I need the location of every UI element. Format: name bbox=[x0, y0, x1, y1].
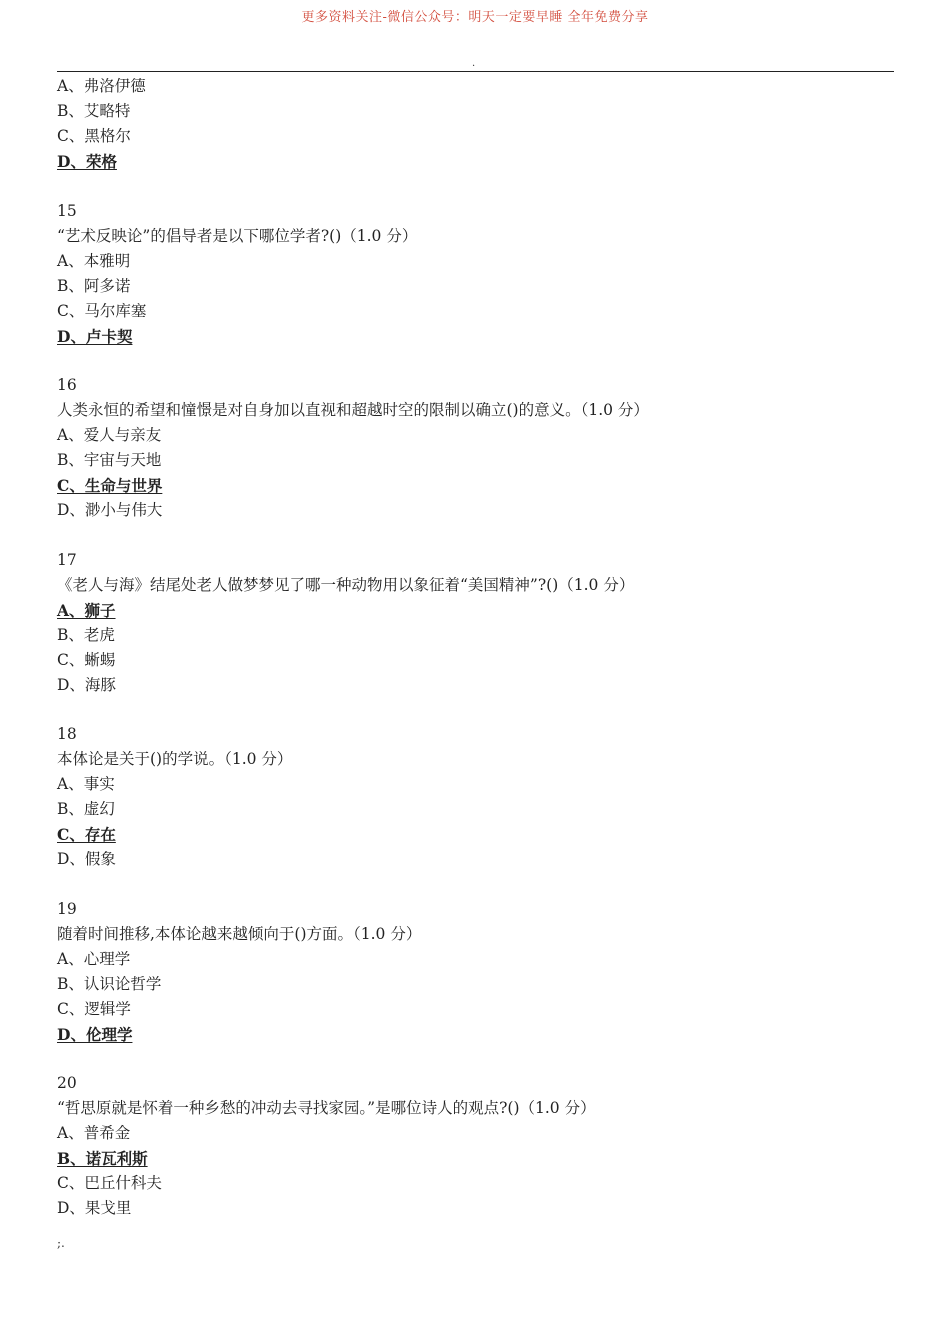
question-text: “哲思原就是怀着一种乡愁的冲动去寻找家园。”是哪位诗人的观点?()（1.0 分） bbox=[57, 1099, 596, 1117]
question-15 bbox=[57, 199, 897, 349]
question-16 bbox=[57, 373, 897, 523]
option-correct: C、存在 bbox=[57, 825, 116, 844]
option: C、马尔库塞 bbox=[57, 301, 147, 320]
option: C、逻辑学 bbox=[57, 999, 131, 1018]
question-number: 16 bbox=[57, 376, 77, 394]
option: B、艾略特 bbox=[57, 102, 131, 120]
question-text: “艺术反映论”的倡导者是以下哪位学者?()（1.0 分） bbox=[57, 226, 418, 245]
option: A、弗洛伊德 bbox=[57, 77, 146, 95]
option: A、本雅明 bbox=[57, 251, 131, 270]
option-correct: B、诺瓦利斯 bbox=[57, 1149, 148, 1168]
question-number: 17 bbox=[57, 550, 77, 569]
option: A、心理学 bbox=[57, 949, 131, 968]
header-rule bbox=[57, 71, 894, 72]
option: B、虚幻 bbox=[57, 800, 115, 818]
question-text: 《老人与海》结尾处老人做梦梦见了哪一种动物用以象征着“美国精神”?()（1.0 分） bbox=[57, 575, 635, 594]
partial-question bbox=[57, 74, 897, 174]
option: B、阿多诺 bbox=[57, 276, 131, 295]
question-20 bbox=[57, 1071, 897, 1221]
option: D、渺小与伟大 bbox=[57, 501, 163, 519]
option: C、黑格尔 bbox=[57, 127, 131, 145]
question-text: 本体论是关于()的学说。（1.0 分） bbox=[57, 750, 293, 768]
option-correct: C、生命与世界 bbox=[57, 476, 163, 495]
option: D、海豚 bbox=[57, 675, 116, 694]
option-correct: D、伦理学 bbox=[57, 1024, 133, 1044]
question-number: 15 bbox=[57, 201, 77, 220]
option-correct: D、卢卡契 bbox=[57, 326, 133, 346]
question-text: 随着时间推移,本体论越来越倾向于()方面。（1.0 分） bbox=[57, 924, 422, 943]
header-mark: . bbox=[472, 58, 476, 69]
question-number: 20 bbox=[57, 1074, 77, 1092]
question-19 bbox=[57, 897, 897, 1047]
option: B、认识论哲学 bbox=[57, 974, 162, 993]
footer-mark: ;. bbox=[57, 1236, 65, 1250]
option-correct: A、狮子 bbox=[57, 600, 116, 620]
option-correct: D、荣格 bbox=[57, 152, 117, 171]
option: C、蜥蜴 bbox=[57, 650, 116, 669]
option: A、普希金 bbox=[57, 1124, 131, 1142]
option: B、宇宙与天地 bbox=[57, 451, 162, 469]
question-list bbox=[57, 74, 897, 1221]
option: A、爱人与亲友 bbox=[57, 426, 162, 444]
option: B、老虎 bbox=[57, 625, 115, 644]
question-number: 19 bbox=[57, 899, 77, 918]
option: A、事实 bbox=[57, 775, 115, 793]
option: D、果戈里 bbox=[57, 1199, 132, 1217]
question-text: 人类永恒的希望和憧憬是对自身加以直视和超越时空的限制以确立()的意义。（1.0 分） bbox=[57, 401, 649, 419]
question-number: 18 bbox=[57, 725, 77, 743]
question-18 bbox=[57, 722, 897, 872]
question-17 bbox=[57, 548, 897, 698]
option: D、假象 bbox=[57, 850, 116, 868]
option: C、巴丘什科夫 bbox=[57, 1174, 162, 1192]
header-banner: 更多资料关注-微信公众号：明天一定要早睡 全年免费分享 bbox=[301, 10, 649, 25]
